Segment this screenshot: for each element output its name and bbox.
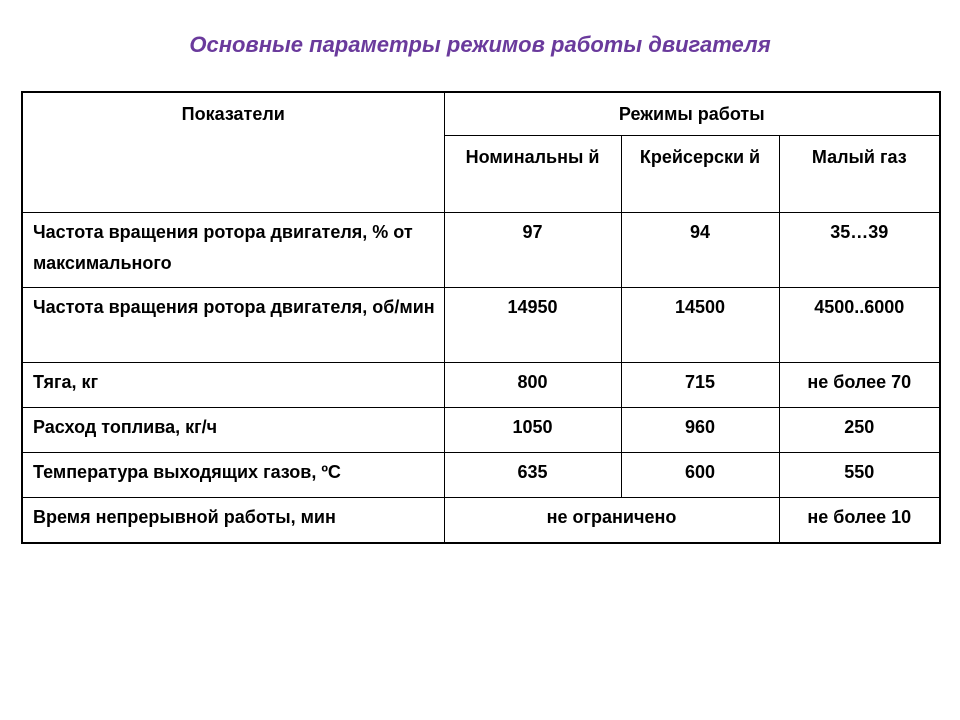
table-row — [22, 453, 940, 498]
table-header-row — [22, 92, 940, 136]
row-value: 97 — [444, 213, 621, 288]
row-value: 800 — [444, 363, 621, 408]
row-value: 960 — [621, 408, 779, 453]
row-label: Тяга, кг — [22, 363, 444, 408]
row-value: не более 10 — [779, 498, 940, 544]
table-row — [22, 213, 940, 288]
mode-idle: Малый газ — [779, 136, 940, 213]
row-label: Частота вращения ротора двигателя, % от максимального — [22, 213, 444, 288]
row-value: 4500..6000 — [779, 288, 940, 363]
table-row — [22, 498, 940, 544]
table-row — [22, 288, 940, 363]
row-label: Температура выходящих газов, ºС — [22, 453, 444, 498]
row-value: 14500 — [621, 288, 779, 363]
mode-nominal: Номинальны й — [444, 136, 621, 213]
slide-title: Основные параметры режимов работы двигателя — [189, 32, 771, 57]
row-label: Частота вращения ротора двигателя, об/мин — [22, 288, 444, 363]
row-value: 1050 — [444, 408, 621, 453]
row-value: 35…39 — [779, 213, 940, 288]
engine-modes-table — [21, 91, 941, 544]
table-row — [22, 408, 940, 453]
row-value: 550 — [779, 453, 940, 498]
mode-cruise: Крейсерски й — [621, 136, 779, 213]
header-parameter: Показатели — [22, 92, 444, 213]
row-value: 715 — [621, 363, 779, 408]
row-value: 94 — [621, 213, 779, 288]
row-value: 635 — [444, 453, 621, 498]
row-label: Время непрерывной работы, мин — [22, 498, 444, 544]
row-value-merged: не ограничено — [444, 498, 779, 544]
row-value: 600 — [621, 453, 779, 498]
table-row — [22, 363, 940, 408]
header-modes: Режимы работы — [444, 92, 940, 136]
row-label: Расход топлива, кг/ч — [22, 408, 444, 453]
row-value: не более 70 — [779, 363, 940, 408]
row-value: 14950 — [444, 288, 621, 363]
row-value: 250 — [779, 408, 940, 453]
